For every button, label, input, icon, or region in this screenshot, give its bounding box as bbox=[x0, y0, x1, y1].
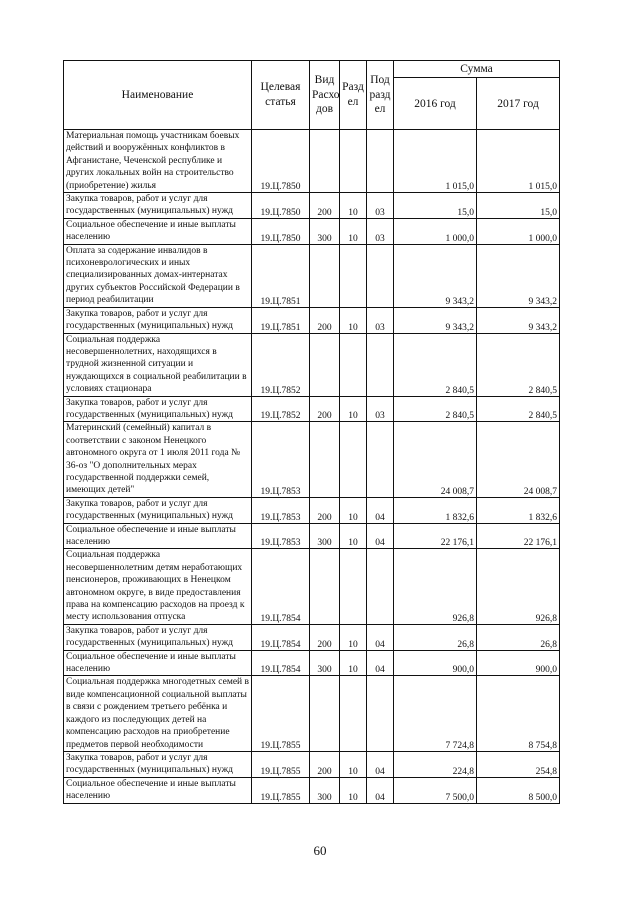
row-name: Материнский (семейный) капитал в соответствии с законом Ненецкого автономного округа от 1 июля 2011 года № 36-оз "О дополнительных мерах государственной поддержки семей, имеющих детей" bbox=[64, 422, 252, 497]
row-section: 10 bbox=[340, 650, 367, 676]
header-year-2016: 2016 год bbox=[394, 78, 477, 130]
row-sum-2017: 2 840,5 bbox=[477, 333, 560, 396]
row-section: 10 bbox=[340, 523, 367, 549]
row-sum-2016: 900,0 bbox=[394, 650, 477, 676]
table-row bbox=[64, 333, 560, 396]
row-subsection: 03 bbox=[367, 307, 394, 333]
row-target-article: 19.Ц.7855 bbox=[252, 751, 310, 777]
row-name: Социальная поддержка многодетных семей в виде компенсационной социальной выплаты в связи с рождением третьего ребёнка и каждого из последующих детей на компенсацию расходов на приобретение предметов первой необходимости bbox=[64, 676, 252, 751]
row-sum-2017: 1 832,6 bbox=[477, 497, 560, 523]
row-subsection: 04 bbox=[367, 751, 394, 777]
header-sum: Сумма bbox=[394, 61, 560, 78]
table-row bbox=[64, 130, 560, 193]
header-subsection: Под разд ел bbox=[367, 61, 394, 130]
row-subsection: 04 bbox=[367, 777, 394, 803]
row-target-article: 19.Ц.7850 bbox=[252, 130, 310, 193]
row-expense-type: 300 bbox=[310, 650, 340, 676]
row-expense-type bbox=[310, 244, 340, 307]
table-row bbox=[64, 193, 560, 219]
row-target-article: 19.Ц.7853 bbox=[252, 422, 310, 497]
row-target-article: 19.Ц.7852 bbox=[252, 396, 310, 422]
row-expense-type: 300 bbox=[310, 218, 340, 244]
row-section bbox=[340, 130, 367, 193]
row-sum-2016: 1 832,6 bbox=[394, 497, 477, 523]
row-sum-2017: 15,0 bbox=[477, 193, 560, 219]
row-name: Социальное обеспечение и иные выплаты населению bbox=[64, 777, 252, 803]
table-row bbox=[64, 777, 560, 803]
header-expense-type: Вид Расхо дов bbox=[310, 61, 340, 130]
table-row bbox=[64, 396, 560, 422]
row-subsection bbox=[367, 422, 394, 497]
row-section bbox=[340, 333, 367, 396]
row-section: 10 bbox=[340, 777, 367, 803]
row-sum-2017: 900,0 bbox=[477, 650, 560, 676]
row-name: Социальное обеспечение и иные выплаты населению bbox=[64, 218, 252, 244]
table-row bbox=[64, 751, 560, 777]
row-sum-2016: 2 840,5 bbox=[394, 333, 477, 396]
row-sum-2017: 24 008,7 bbox=[477, 422, 560, 497]
row-sum-2017: 9 343,2 bbox=[477, 307, 560, 333]
row-expense-type: 200 bbox=[310, 624, 340, 650]
row-sum-2017: 9 343,2 bbox=[477, 244, 560, 307]
row-sum-2017: 1 015,0 bbox=[477, 130, 560, 193]
row-name: Закупка товаров, работ и услуг для государственных (муниципальных) нужд bbox=[64, 751, 252, 777]
row-section: 10 bbox=[340, 193, 367, 219]
row-section: 10 bbox=[340, 497, 367, 523]
row-subsection: 03 bbox=[367, 193, 394, 219]
row-expense-type bbox=[310, 333, 340, 396]
row-sum-2016: 224,8 bbox=[394, 751, 477, 777]
row-subsection: 04 bbox=[367, 624, 394, 650]
row-target-article: 19.Ц.7850 bbox=[252, 193, 310, 219]
row-expense-type bbox=[310, 130, 340, 193]
row-section: 10 bbox=[340, 307, 367, 333]
row-sum-2016: 1 000,0 bbox=[394, 218, 477, 244]
row-sum-2016: 15,0 bbox=[394, 193, 477, 219]
row-sum-2017: 2 840,5 bbox=[477, 396, 560, 422]
table-row bbox=[64, 624, 560, 650]
row-sum-2016: 7 724,8 bbox=[394, 676, 477, 751]
row-sum-2017: 254,8 bbox=[477, 751, 560, 777]
row-section bbox=[340, 422, 367, 497]
row-sum-2016: 7 500,0 bbox=[394, 777, 477, 803]
row-name: Социальное обеспечение и иные выплаты населению bbox=[64, 650, 252, 676]
row-sum-2017: 22 176,1 bbox=[477, 523, 560, 549]
row-name: Социальная поддержка несовершеннолетних, находящихся в трудной жизненной ситуации и нуждающихся в социальной реабилитации в условиях стационара bbox=[64, 333, 252, 396]
row-target-article: 19.Ц.7854 bbox=[252, 650, 310, 676]
row-name: Закупка товаров, работ и услуг для государственных (муниципальных) нужд bbox=[64, 624, 252, 650]
table-body bbox=[64, 130, 560, 804]
table-row bbox=[64, 244, 560, 307]
row-subsection bbox=[367, 549, 394, 624]
row-name: Оплата за содержание инвалидов в психоневрологических и иных специализированных домах-интернатах других субъектов Российской Федерации в период реабилитации bbox=[64, 244, 252, 307]
row-name: Закупка товаров, работ и услуг для государственных (муниципальных) нужд bbox=[64, 396, 252, 422]
row-subsection: 03 bbox=[367, 396, 394, 422]
row-sum-2017: 1 000,0 bbox=[477, 218, 560, 244]
row-expense-type: 200 bbox=[310, 396, 340, 422]
row-sum-2016: 2 840,5 bbox=[394, 396, 477, 422]
row-subsection bbox=[367, 333, 394, 396]
row-sum-2016: 926,8 bbox=[394, 549, 477, 624]
row-expense-type: 300 bbox=[310, 523, 340, 549]
row-section bbox=[340, 549, 367, 624]
row-expense-type: 200 bbox=[310, 497, 340, 523]
row-name: Закупка товаров, работ и услуг для государственных (муниципальных) нужд bbox=[64, 193, 252, 219]
table-row bbox=[64, 523, 560, 549]
table-row bbox=[64, 497, 560, 523]
row-expense-type: 200 bbox=[310, 307, 340, 333]
row-name: Материальная помощь участникам боевых действий и вооружённых конфликтов в Афганистане, Чеченской республике и других локальных войн на строительство (приобретение) жилья bbox=[64, 130, 252, 193]
table-row bbox=[64, 422, 560, 497]
header-year-2017: 2017 год bbox=[477, 78, 560, 130]
row-name: Закупка товаров, работ и услуг для государственных (муниципальных) нужд bbox=[64, 307, 252, 333]
row-target-article: 19.Ц.7851 bbox=[252, 244, 310, 307]
row-target-article: 19.Ц.7854 bbox=[252, 624, 310, 650]
row-section bbox=[340, 244, 367, 307]
header-target-article: Целевая статья bbox=[252, 61, 310, 130]
row-expense-type: 200 bbox=[310, 193, 340, 219]
row-subsection: 04 bbox=[367, 497, 394, 523]
row-target-article: 19.Ц.7854 bbox=[252, 549, 310, 624]
row-name: Социальное обеспечение и иные выплаты населению bbox=[64, 523, 252, 549]
row-expense-type: 200 bbox=[310, 751, 340, 777]
table-row bbox=[64, 676, 560, 751]
page-number: 60 bbox=[313, 843, 327, 858]
row-expense-type: 300 bbox=[310, 777, 340, 803]
row-subsection bbox=[367, 676, 394, 751]
row-section bbox=[340, 676, 367, 751]
row-section: 10 bbox=[340, 751, 367, 777]
row-sum-2016: 9 343,2 bbox=[394, 244, 477, 307]
row-sum-2016: 9 343,2 bbox=[394, 307, 477, 333]
row-target-article: 19.Ц.7850 bbox=[252, 218, 310, 244]
row-target-article: 19.Ц.7853 bbox=[252, 497, 310, 523]
row-sum-2017: 8 754,8 bbox=[477, 676, 560, 751]
row-subsection bbox=[367, 130, 394, 193]
row-section: 10 bbox=[340, 396, 367, 422]
row-sum-2016: 22 176,1 bbox=[394, 523, 477, 549]
row-sum-2016: 24 008,7 bbox=[394, 422, 477, 497]
row-sum-2017: 8 500,0 bbox=[477, 777, 560, 803]
table-row bbox=[64, 650, 560, 676]
header-section: Разд ел bbox=[340, 61, 367, 130]
row-name: Социальная поддержка несовершеннолетним детям неработающих пенсионеров, проживающих в Ненецком автономном округе, в виде предоставления права на компенсацию расходов на проезд к месту использования отпуска bbox=[64, 549, 252, 624]
row-sum-2017: 26,8 bbox=[477, 624, 560, 650]
row-target-article: 19.Ц.7853 bbox=[252, 523, 310, 549]
budget-table bbox=[63, 60, 560, 804]
row-name: Закупка товаров, работ и услуг для государственных (муниципальных) нужд bbox=[64, 497, 252, 523]
row-target-article: 19.Ц.7855 bbox=[252, 777, 310, 803]
table-row bbox=[64, 307, 560, 333]
row-subsection bbox=[367, 244, 394, 307]
row-expense-type bbox=[310, 676, 340, 751]
row-target-article: 19.Ц.7855 bbox=[252, 676, 310, 751]
row-section: 10 bbox=[340, 218, 367, 244]
table-row bbox=[64, 218, 560, 244]
row-subsection: 04 bbox=[367, 650, 394, 676]
table-row bbox=[64, 549, 560, 624]
row-subsection: 03 bbox=[367, 218, 394, 244]
header-name: Наименование bbox=[64, 61, 252, 130]
row-subsection: 04 bbox=[367, 523, 394, 549]
row-target-article: 19.Ц.7852 bbox=[252, 333, 310, 396]
row-sum-2016: 26,8 bbox=[394, 624, 477, 650]
row-sum-2017: 926,8 bbox=[477, 549, 560, 624]
row-target-article: 19.Ц.7851 bbox=[252, 307, 310, 333]
row-sum-2016: 1 015,0 bbox=[394, 130, 477, 193]
row-expense-type bbox=[310, 549, 340, 624]
row-expense-type bbox=[310, 422, 340, 497]
row-section: 10 bbox=[340, 624, 367, 650]
